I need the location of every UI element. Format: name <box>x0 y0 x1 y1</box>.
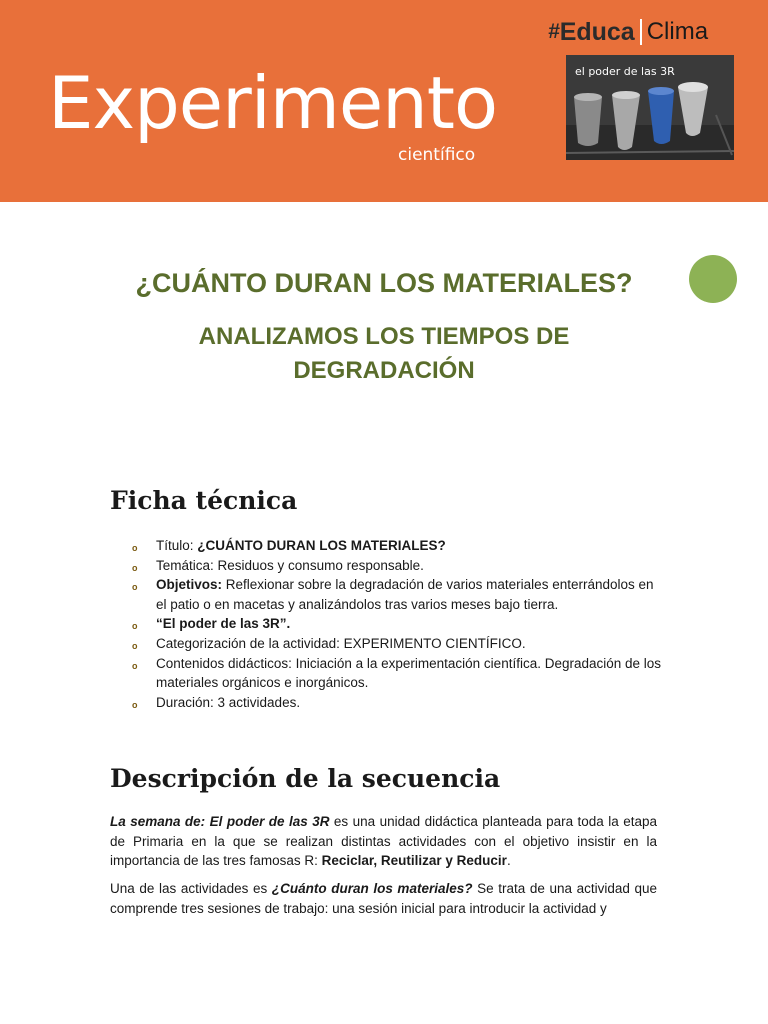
brand-clima: Clima <box>646 18 709 45</box>
bullet-icon: o <box>132 543 138 553</box>
list-item <box>132 654 662 693</box>
banner-title: Experimento <box>48 61 498 145</box>
ficha-list <box>132 536 662 712</box>
brand-divider <box>640 19 642 45</box>
descripcion-paragraph-2 <box>110 879 657 918</box>
paragraph-italic: ¿Cuánto duran los materiales? <box>271 881 473 896</box>
item-label: Contenidos didácticos: Iniciación a la experimentación científica. Degradación de los materiales orgánicos e inorgánicos. <box>156 655 662 691</box>
bullet-icon: o <box>132 660 138 671</box>
descripcion-paragraph-1 <box>110 812 657 871</box>
main-title: ¿CUÁNTO DURAN LOS MATERIALES? <box>135 268 633 298</box>
bullet-icon: o <box>132 640 138 651</box>
item-label: Temática: Residuos y consumo responsable. <box>156 557 424 573</box>
item-label: Categorización de la actividad: EXPERIMENTO CIENTÍFICO. <box>156 635 526 651</box>
paragraph-text: Se trata de una actividad que comprende tres sesiones de trabajo: una sesión inicial para introducir la actividad y <box>110 881 657 916</box>
paragraph-end: . <box>506 853 511 868</box>
descripcion-heading: Descripción de la secuencia <box>110 764 501 793</box>
sub-title: ANALIZAMOS LOS TIEMPOS DE DEGRADACIÓN <box>198 323 570 384</box>
banner-subtitle: científico <box>398 145 476 165</box>
item-label: Objetivos: <box>156 577 223 593</box>
list-item <box>132 634 662 654</box>
list-item <box>132 536 662 556</box>
paragraph-bold: Reciclar, Reutilizar y Reducir <box>321 853 507 868</box>
list-item <box>132 614 662 634</box>
paragraph-start: Una de las actividades es <box>110 881 272 896</box>
photo-caption: el poder de las 3R <box>575 65 675 78</box>
brand-educa: Educa <box>559 17 635 46</box>
ficha-tecnica-heading: Ficha técnica <box>110 486 298 515</box>
item-value: ¿CUÁNTO DURAN LOS MATERIALES? <box>197 538 446 553</box>
bullet-icon: o <box>132 699 138 710</box>
list-item <box>132 693 662 713</box>
header-banner <box>0 0 768 202</box>
list-item <box>132 575 662 614</box>
item-label: Duración: 3 actividades. <box>156 694 301 710</box>
educaclima-logo <box>548 17 708 47</box>
brand-hash: # <box>548 20 560 43</box>
bullet-icon: o <box>132 582 138 593</box>
bottles-photo <box>566 55 734 160</box>
item-label: “El poder de las 3R”. <box>156 616 291 632</box>
paragraph-text: es una unidad didáctica planteada para toda la etapa de Primaria en la que se realizan distintas actividades con el objetivo insistir en la importancia de las tres famosas R: <box>110 814 657 868</box>
item-label: Título: <box>156 538 198 553</box>
paragraph-lead: La semana de: El poder de las 3R <box>110 814 330 829</box>
item-value: Reflexionar sobre la degradación de varios materiales enterrándolos en el patio o en macetas y analizándolos tras varios meses bajo tierra. <box>156 577 654 612</box>
bullet-icon: o <box>132 621 138 632</box>
bullet-icon: o <box>132 562 138 573</box>
list-item <box>132 556 662 576</box>
